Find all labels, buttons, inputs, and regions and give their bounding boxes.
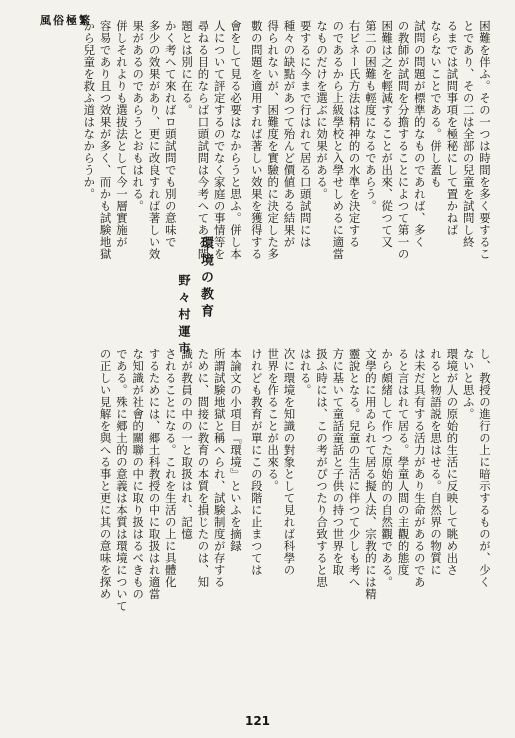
article-author: 野々村運市 <box>177 274 191 359</box>
text-block-right-upper: 困難を伴ふ。その一つは時間を多く要するこ とであり、その二は全部の兒童を試問し終 るまでは試問事項を極秘にして置かねば ならないことである。併し蓋も 試問の問題が標準的なものであれば、多く の教師が試問を分擔することによつて第一の 困難は之を輕減することが出來、從つて又 第二の困難も輕度になるであらう。 右ビネー氏方法は精神的の水準を決定する のであるから上級學校と入學せしめるに適當 なものだけを選ぶに効果がある。 要するに今まで行はれて居る口頭試問には 種々の缺點があつて殆んど價値ある結果が 得られないが、困難度を實驗的に決定した多 數の問題を適用すれば著しい效果を獲得する <box>249 20 492 260</box>
text-block-left-upper: 會をして見る必要はなからうと思ふ。併し本 人について評定するのでなく家庭の事情等を 尋ねる目的ならば口頭試問は今考へてある問 題とは別に在る。 かく考へて來ればロ頭試問でも別の意味で 多少の效果があり、更に改良すれば著しい效 果があるのであらうとおもはれる。 併しそれよりも選拔法として今一層實施が 容易であり且つ效果が多く、而かも試験地獄 から兒童を救ふ道はなからうか。 <box>82 20 243 260</box>
article-title: 環境の教育 <box>198 236 213 321</box>
running-header: 風俗極繁 <box>40 14 92 27</box>
page-number: 121 <box>244 714 271 728</box>
text-block-left-lower: 本論文の小項目『環境』といふを摘録 所謂試験地獄と稱へられ、試験制度が存する ために、間接に教育の本質を損じたのは、知 識が教員の中の一と取扱はれ、記憶 されることになる。これを生活の上に具體化 するためには、郷土科教授の中に取扱はれ適當 な知識が社會的關聯の中に取り扱はるべきもの である。殊に郷土的の意義は本質は環境について の正しい見解を與へる事と更に其の意味を探め <box>98 348 243 612</box>
text-block-right-lower: し、教授の進行の上に暗示するものが、少く ないと思ふ。 環境が人の原始的生活に反映して眺め出さ れると物語説を思はせる。自然界の物質に は未だ具有する活力があり生命があるのであ ると言はれて居る。學童人間の主觀的態度 から頗緒して作つた原始的の自然觀である。 文學的に用ゐられて居る擬人法、宗教的には精 靈說となる。兒童の生活に伴つて少しも考へ 方に基いて童話童話と子供の持つ世界を取 扱ふ時には、この考がぴつたり合致すると思 はれる。 次に環境を知識の對象として見れば科學の 世界を作ることが出來る。 けれども教育が單にこの段階に止まつては <box>249 348 492 600</box>
